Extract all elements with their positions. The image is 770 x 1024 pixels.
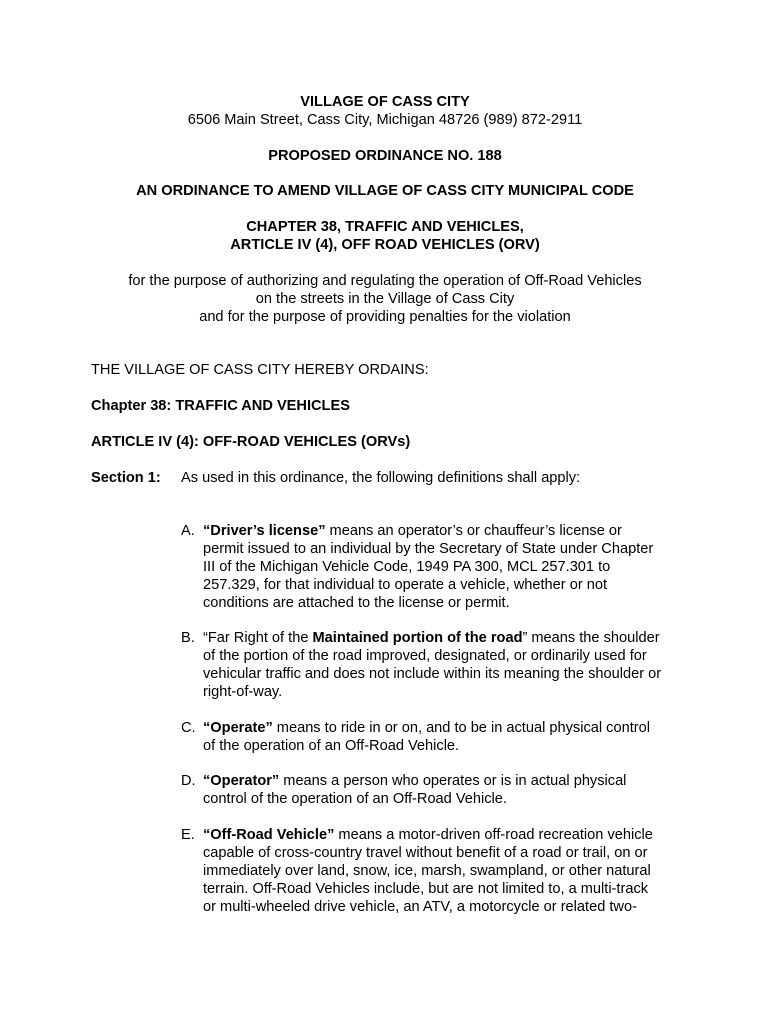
village-address: 6506 Main Street, Cass City, Michigan 48726 (989) 872-2911: [187, 112, 583, 128]
ordinance-number: PROPOSED ORDINANCE NO. 188: [268, 148, 502, 164]
definition-letter: A.: [181, 523, 195, 539]
definition-line: of the portion of the road improved, designated, or ordinarily used for: [203, 648, 647, 664]
definition-line: [203, 826, 653, 844]
definition-line: [203, 522, 622, 540]
definition-term: “Operate”: [203, 720, 273, 736]
definition-line: right-of-way.: [203, 684, 283, 700]
article-line: ARTICLE IV (4), OFF ROAD VEHICLES (ORV): [230, 237, 540, 253]
definition-text: means an operator’s or chauffeur’s license or: [325, 523, 622, 539]
ordains-statement: THE VILLAGE OF CASS CITY HEREBY ORDAINS:: [91, 362, 429, 378]
chapter-line: CHAPTER 38, TRAFFIC AND VEHICLES,: [246, 219, 524, 235]
definition-line: immediately over land, snow, ice, marsh, swampland, or other natural: [203, 863, 651, 879]
definition-line: or multi-wheeled drive vehicle, an ATV, a motorcycle or related two-: [203, 899, 637, 915]
village-name: VILLAGE OF CASS CITY: [300, 94, 470, 110]
section-text: As used in this ordinance, the following definitions shall apply:: [181, 470, 581, 486]
definition-line: capable of cross-country travel without benefit of a road or trail, on or: [203, 845, 648, 861]
definition-line: [203, 772, 626, 790]
definition-line: control of the operation of an Off-Road Vehicle.: [203, 791, 507, 807]
definition-letter: D.: [181, 773, 196, 789]
ordinance-title: AN ORDINANCE TO AMEND VILLAGE OF CASS CITY MUNICIPAL CODE: [136, 183, 634, 199]
definition-line: III of the Michigan Vehicle Code, 1949 PA 300, MCL 257.301 to: [203, 559, 611, 575]
definition-line: vehicular traffic and does not include within its meaning the shoulder or: [203, 666, 662, 682]
definition-term: “Operator”: [203, 773, 280, 789]
definition-letter: B.: [181, 630, 195, 646]
definition-line: of the operation of an Off-Road Vehicle.: [203, 738, 460, 754]
definition-line: [203, 629, 660, 647]
definition-line: 257.329, for that individual to operate a vehicle, whether or not: [203, 577, 608, 593]
definition-text: means a motor-driven off-road recreation vehicle: [334, 827, 653, 843]
definition-line: conditions are attached to the license or permit.: [203, 595, 510, 611]
purpose-line: for the purpose of authorizing and regulating the operation of Off-Road Vehicles: [128, 273, 642, 289]
definition-term: “Driver’s license”: [203, 523, 326, 539]
definition-letter: C.: [181, 720, 196, 736]
definition-term: “Off-Road Vehicle”: [203, 827, 335, 843]
definition-line: permit issued to an individual by the Secretary of State under Chapter: [203, 541, 654, 557]
definition-text: means to ride in or on, and to be in actual physical control: [272, 720, 650, 736]
section-label: Section 1:: [91, 470, 161, 486]
definition-line: terrain. Off-Road Vehicles include, but are not limited to, a multi-track: [203, 881, 649, 897]
article-heading: ARTICLE IV (4): OFF-ROAD VEHICLES (ORVs): [91, 434, 411, 450]
definition-text: “Far Right of the: [203, 630, 313, 646]
purpose-line: and for the purpose of providing penalties for the violation: [199, 309, 571, 325]
definition-text: ” means the shoulder: [522, 630, 660, 646]
definition-line: [203, 719, 650, 737]
chapter-heading: Chapter 38: TRAFFIC AND VEHICLES: [91, 398, 350, 414]
purpose-line: on the streets in the Village of Cass City: [255, 291, 515, 307]
definition-text: means a person who operates or is in actual physical: [279, 773, 627, 789]
definition-letter: E.: [181, 827, 195, 843]
definition-term: Maintained portion of the road: [312, 630, 523, 646]
